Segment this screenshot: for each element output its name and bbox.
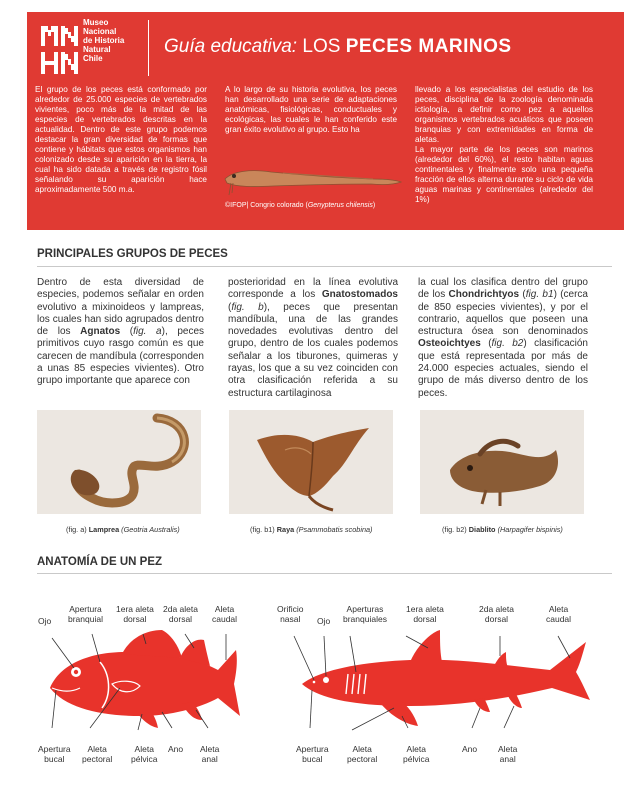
anatomy-heading: ANATOMÍA DE UN PEZ <box>37 556 163 568</box>
label-pelvica-shark: Aleta pélvica <box>403 744 430 764</box>
groups-heading: PRINCIPALES GRUPOS DE PECES <box>37 248 228 260</box>
diablito-photo <box>420 410 584 514</box>
label-ojo: Ojo <box>38 616 52 626</box>
label-apertura-branquial: Apertura branquial <box>68 604 103 624</box>
label-pectoral-shark: Aleta pectoral <box>347 744 378 764</box>
lamprea-photo <box>37 410 201 514</box>
label-ojo-shark: Ojo <box>317 616 331 626</box>
intro-column-3: llevado a los especialistas del estudio de los peces, disciplina de la zoología denominada ictiología, a definir como pez a aquellos organismos vertebrados acuáticos que poseen branquias y con extremidades en forma de aletas. La mayor parte de los peces son marinos (alrededor del 60%), el resto habitan aguas continentales y finalmente solo una pequeña fracción de ellos alterna durante su ciclo de vida aguas marinas y continentales (alrededor del 1%) <box>415 85 593 204</box>
label-ano: Ano <box>168 744 184 754</box>
label-ano-shark: Ano <box>462 744 478 754</box>
label-pectoral: Aleta pectoral <box>82 744 113 764</box>
label-anal-shark: Aleta anal <box>498 744 518 764</box>
groups-divider <box>37 266 612 267</box>
groups-column-1: Dentro de esta diversidad de especies, podemos señalar en orden evolutivo a mixinoideos y lampreas, los cuales han sido agrupados dentro de los Agnatos (fig. a), peces primitivos cuyo rasgo común es que carecen de mandíbula (corresponden a unas 85 especies vivientes). Otro grupo importante que aparece con <box>37 277 205 387</box>
intro-column-1: El grupo de los peces está conformado por alrededor de 25.000 especies de vertebrados vivientes, poco más de la mitad de las especies de vertebrados descritas en la actualidad. Dentro de este grupo podemos destacar la gran diversidad de formas que contiene y hábitats que estos organismos han colonizado desde su aparición en la tierra, la cual ha sido datada a través de registro fósil señalando su aparición hace aproximadamente 500 m.a. <box>35 85 207 194</box>
caption-fig-a: (fig. a) Lamprea (Geotria Australis) <box>66 525 180 534</box>
label-segunda-dorsal-shark: 2da aleta dorsal <box>479 604 514 624</box>
museum-name: Museo Nacional de Historia Natural Chile <box>83 18 125 63</box>
label-pelvica: Aleta pélvica <box>131 744 158 764</box>
anatomy-divider <box>37 573 612 574</box>
label-bucal: Apertura bucal <box>38 744 71 764</box>
congrio-caption: ©IFOP| Congrio colorado (Genypterus chilensis) <box>225 202 376 209</box>
shark-diagram <box>290 600 610 765</box>
header-divider <box>148 20 149 76</box>
groups-column-3: la cual los clasifica dentro del grupo de los Chondrichtyos (fig. b1) (cerca de 850 especies vivientes), y por el contrario, aquellos que poseen una estructura ósea son denominados Osteoichtyes (fig. b2) clasificación que está representada por más de 24.000 especies actuales, siendo el grupo de más diverso dentro de los peces. <box>418 277 588 399</box>
label-bucal-shark: Apertura bucal <box>296 744 329 764</box>
page-title: Guía educativa: LOS PECES MARINOS <box>164 36 512 57</box>
label-orificio-nasal: Orificio nasal <box>277 604 304 624</box>
label-caudal-shark: Aleta caudal <box>546 604 572 624</box>
intro-column-2: A lo largo de su historia evolutiva, los peces han desarrollado una serie de adaptaciones anatómicas, fisiológicas, conductuales y ecológicas, las cuales le han conferido este gran éxito evolutivo al grupo. Esto ha <box>225 85 397 134</box>
label-caudal: Aleta caudal <box>212 604 238 624</box>
label-segunda-dorsal: 2da aleta dorsal <box>163 604 198 624</box>
congrio-image <box>223 157 403 197</box>
raya-photo <box>229 410 393 514</box>
groups-column-2: posterioridad en la línea evolutiva corresponde a los Gnatostomados (fig. b), peces que presentan mandíbula, una de las grandes novedades evolutivas dentro del grupo, dentro de los cuales podemos señalar a los tiburones, quimeras y rayas, los que a su vez coinciden con otra clasificación referida a su estructura cartilaginosa <box>228 277 398 399</box>
header-banner <box>27 12 624 230</box>
caption-fig-b1: (fig. b1) Raya (Psammobatis scobina) <box>250 525 373 534</box>
caption-fig-b2: (fig. b2) Diablito (Harpagifer bispinis) <box>442 525 563 534</box>
label-primera-dorsal: 1era aleta dorsal <box>116 604 154 624</box>
label-anal: Aleta anal <box>200 744 220 764</box>
bony-fish-diagram <box>30 600 270 765</box>
label-aperturas-branquiales: Aperturas branquiales <box>343 604 387 624</box>
label-primera-dorsal-shark: 1era aleta dorsal <box>406 604 444 624</box>
